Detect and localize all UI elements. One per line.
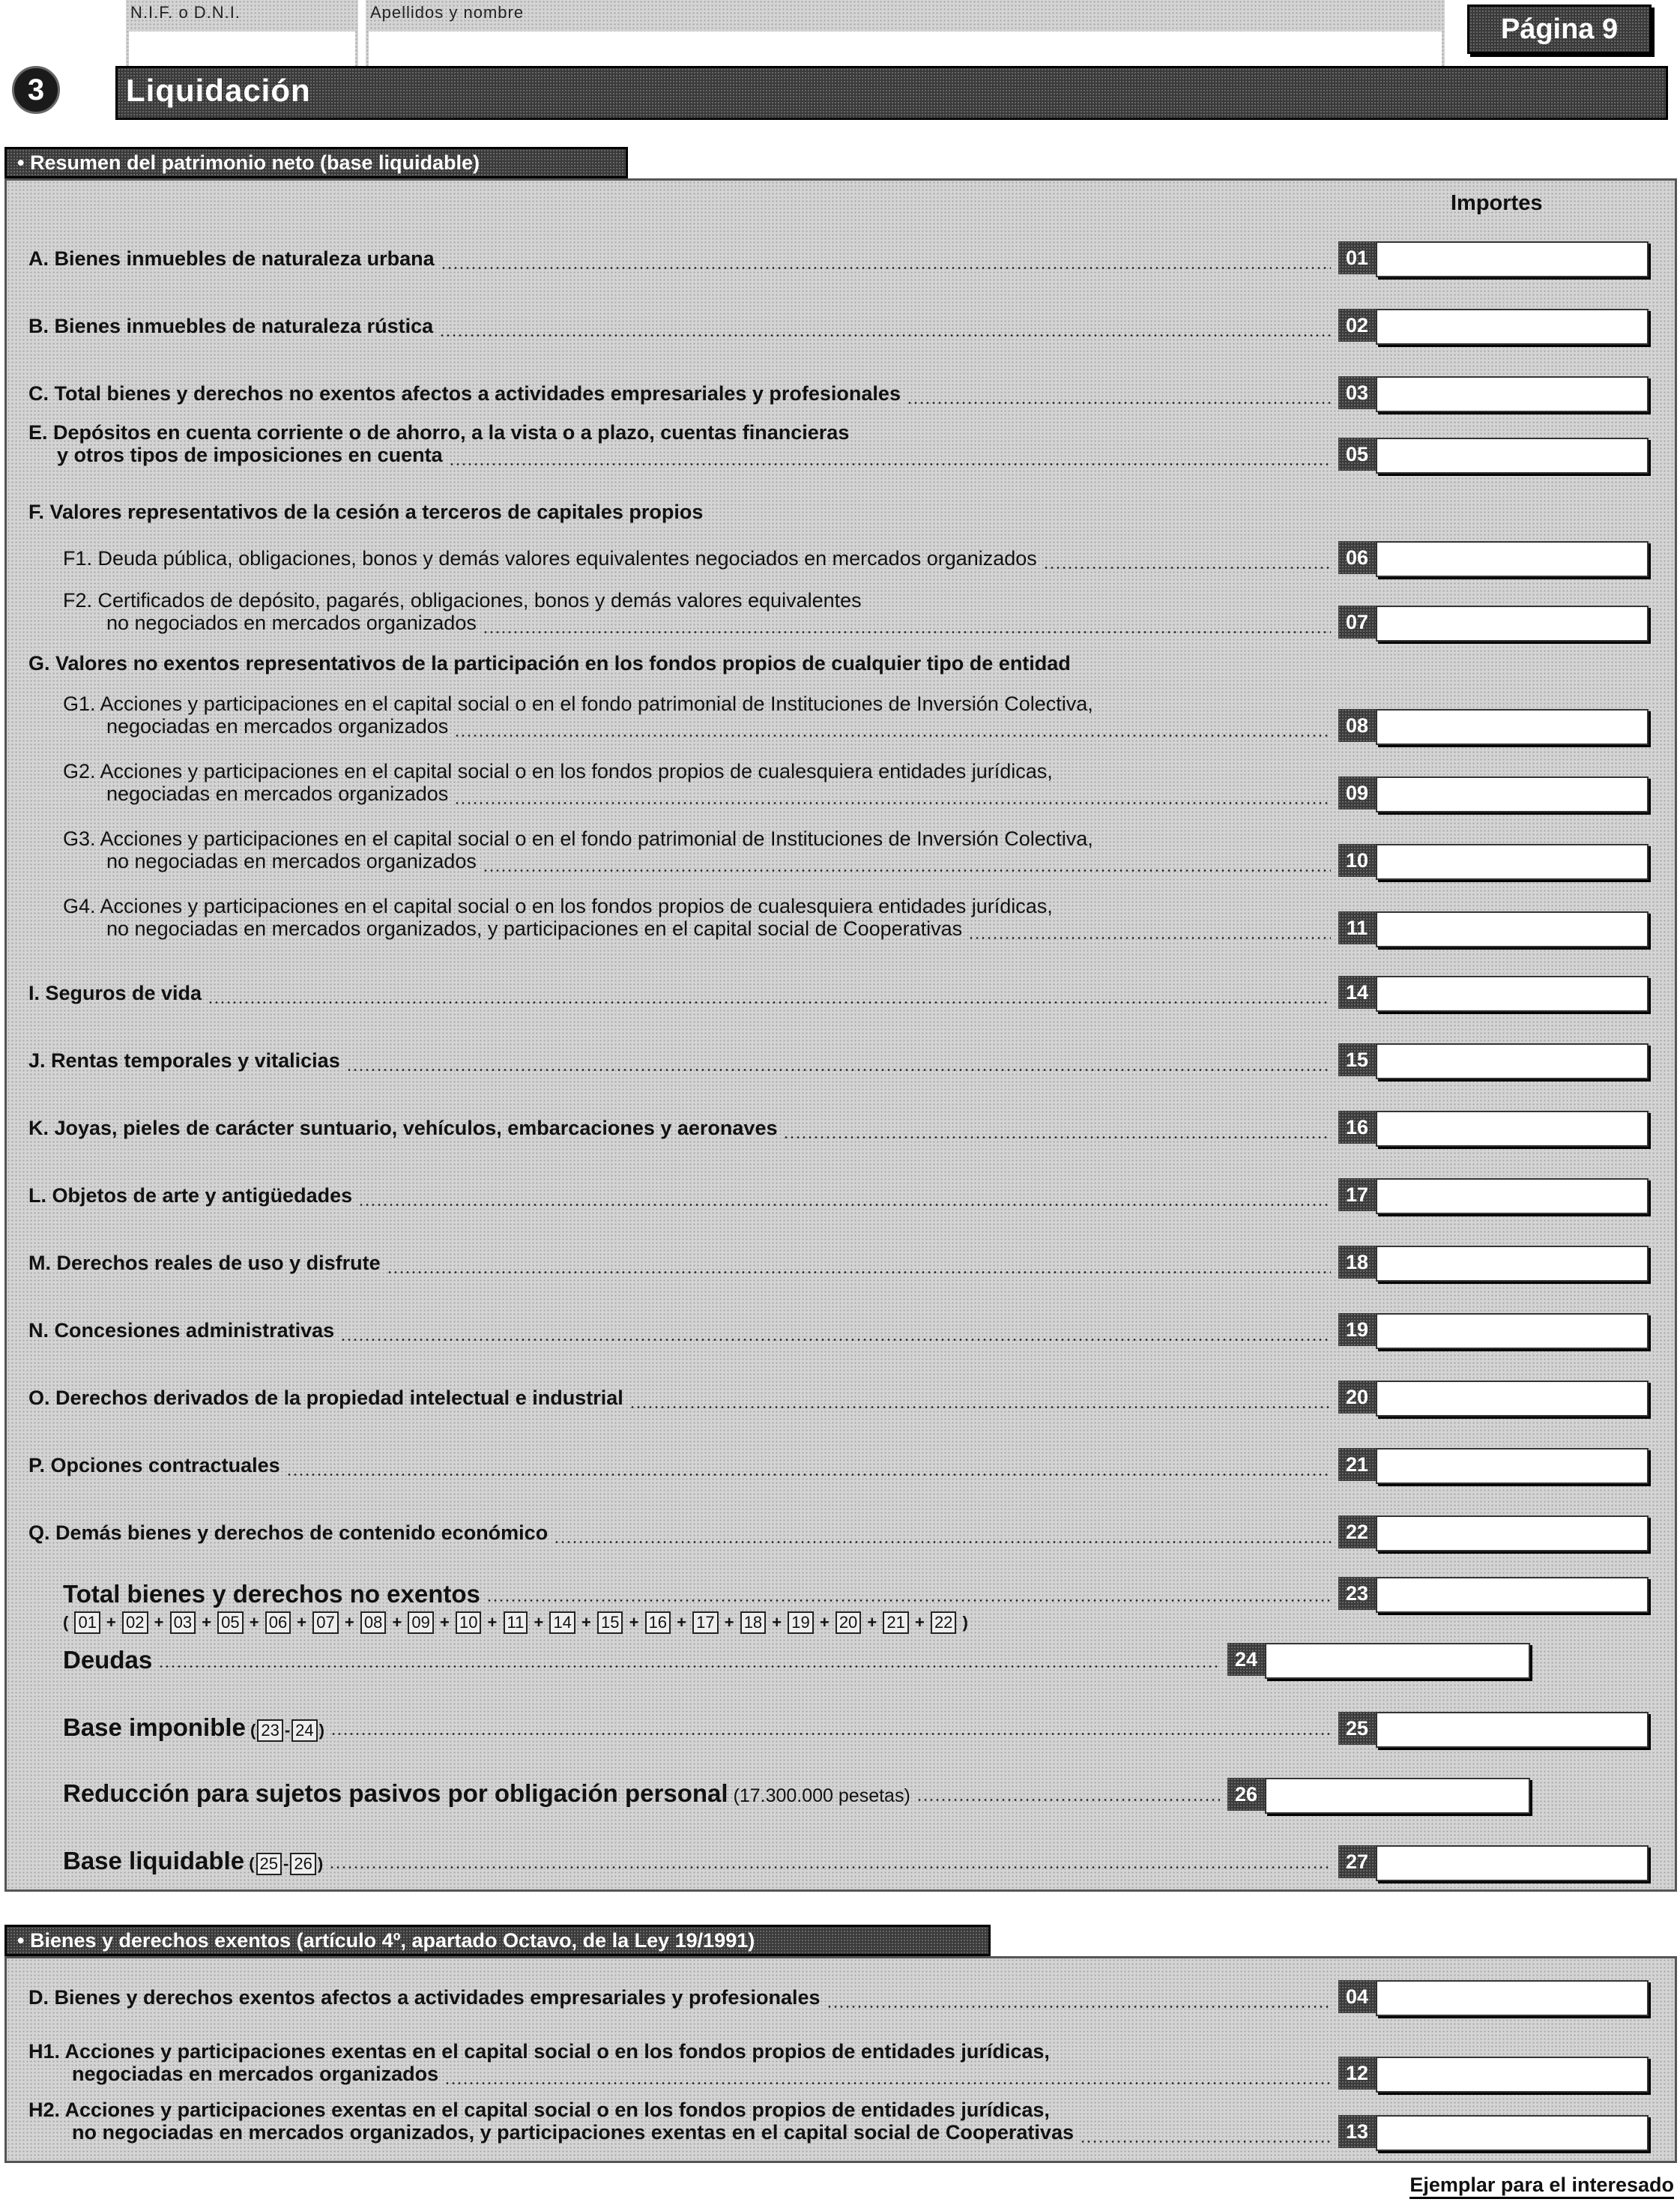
exempt-row-label-12: H1. Acciones y participaciones exentas en el capital social o en los fondos propios de entidades jurídicas, [28,2040,1050,2063]
dot-leader [286,1473,1331,1476]
panel1-tab [4,147,628,178]
row-label-line2: no negociadas en mercados organizados, y participaciones exentas en el capital social de Cooperativas [72,2121,1074,2144]
amount-input-16[interactable] [1376,1111,1649,1147]
page-number: Página 9 [1467,4,1652,54]
nif-label: N.I.F. o D.N.I. [130,3,241,22]
amount-input-27[interactable] [1376,1845,1649,1881]
row-label-11: G4. Acciones y participaciones en el capital social o en los fondos propios de cualesquiera entidades jurídicas, [63,895,1053,917]
panel2-title: Bienes y derechos exentos (artículo 4º, apartado Octavo, de la Ley 19/1991) [29,1929,755,1952]
box-code-06: 06 [1338,541,1376,574]
deudas-label: Deudas [63,1646,153,1674]
dot-leader [483,631,1331,633]
row-label-line2: negociadas en mercados organizados [72,2063,439,2085]
dot-leader [329,1866,1331,1868]
sum-code-11: 11 [504,1611,528,1634]
amount-input-02[interactable] [1376,309,1649,345]
row-label-17: L. Objetos de arte y antigüedades [28,1184,353,1207]
sum-code-10: 10 [456,1611,481,1634]
row-label-line2: no negociados en mercados organizados [106,612,477,634]
reduccion-text: Reducción para sujetos pasivos por obligación personal [63,1779,728,1807]
formula-code-25: 25 [256,1853,282,1875]
dot-leader [454,802,1331,804]
base-imponible-label: Base imponible ( 23 - 24 ) [63,1713,324,1741]
row-label-05: E. Depósitos en cuenta corriente o de ahorro, a la vista o a plazo, cuentas financieras [28,421,850,444]
box-code-23: 23 [1338,1577,1376,1610]
exempt-row-label-04: D. Bienes y derechos exentos afectos a actividades empresariales y profesionales [28,1986,821,2009]
total-label: Total bienes y derechos no exentos [63,1580,480,1608]
amount-input-15[interactable] [1376,1043,1649,1079]
sum-formula: ( 01 + 02 + 03 + 05 + 06 + 07 + 08 + 09 + 10 + 11 + 14 + 15 + 16 + 17 + 18 + 19 + 20 + 21 + 22 ) [63,1610,968,1634]
row-label-09: G2. Acciones y participaciones en el capital social o en los fondos propios de cualesquiera entidades jurídicas, [63,760,1053,782]
dot-leader [387,1271,1331,1273]
row-label-line2: no negociadas en mercados organizados, y participaciones en el capital social de Cooperativas [106,917,963,940]
dot-leader [358,1204,1331,1206]
amount-input-05[interactable] [1376,438,1649,474]
dot-leader [1043,567,1331,569]
row-label-06: F1. Deuda pública, obligaciones, bonos y demás valores equivalentes negociados en mercados organizados [63,547,1037,570]
section-number: 3 [12,66,60,114]
box-code-22: 22 [1338,1515,1376,1548]
amount-input-08[interactable] [1376,709,1649,745]
section-title: Liquidación [126,73,311,108]
panel1-title: Resumen del patrimonio neto (base liquidable) [29,151,480,174]
row-label-heading-4: F. Valores representativos de la cesión a terceros de capitales propios [28,501,704,523]
sum-code-09: 09 [408,1611,433,1634]
dot-leader [483,869,1331,872]
row-label-heading-7: G. Valores no exentos representativos de la participación en los fondos propios de cualquier tipo de entidad [28,652,1071,675]
row-label-line2: negociadas en mercados organizados [106,782,449,805]
row-label-10: G3. Acciones y participaciones en el capital social o en el fondo patrimonial de Instituciones de Inversión Colectiva, [63,827,1093,850]
row-label-22: Q. Demás bienes y derechos de contenido económico [28,1521,549,1544]
sum-code-18: 18 [740,1611,766,1634]
row-label-line2: no negociadas en mercados organizados [106,850,477,872]
box-code-19: 19 [1338,1313,1376,1346]
dot-leader [158,1665,1220,1668]
box-code-11: 11 [1338,911,1376,944]
bullet-icon: • [17,151,25,174]
row-label-08: G1. Acciones y participaciones en el capital social o en el fondo patrimonial de Instituciones de Inversión Colectiva, [63,693,1093,715]
dot-leader [330,1733,1331,1735]
sum-code-02: 02 [122,1611,148,1634]
box-code-01: 01 [1338,241,1376,274]
sum-code-01: 01 [74,1611,100,1634]
row-label-21: P. Opciones contractuales [28,1454,280,1476]
reduccion-note: (17.300.000 pesetas) [728,1785,910,1806]
name-label: Apellidos y nombre [370,3,525,22]
amount-input-14[interactable] [1376,976,1649,1012]
dot-leader [486,1599,1331,1602]
nif-field [126,0,358,69]
amount-input-21[interactable] [1376,1448,1649,1484]
amount-input-19[interactable] [1376,1313,1649,1349]
box-code-10: 10 [1338,844,1376,877]
dot-leader [439,334,1331,337]
box-code-25: 25 [1338,1712,1376,1745]
row-label-01: A. Bienes inmuebles de naturaleza urbana [28,247,435,270]
box-code-08: 08 [1338,709,1376,742]
amount-input-17[interactable] [1376,1178,1649,1214]
box-code-17: 17 [1338,1178,1376,1211]
box-code-26: 26 [1227,1778,1265,1811]
nif-input[interactable] [129,31,355,66]
dot-leader [1080,2141,1331,2143]
row-label-07: F2. Certificados de depósito, pagarés, obligaciones, bonos y demás valores equivalentes [63,589,862,612]
name-input[interactable] [369,31,1442,66]
dot-leader [441,267,1331,269]
sum-code-22: 22 [931,1611,956,1634]
sum-code-06: 06 [265,1611,291,1634]
box-code-27: 27 [1338,1845,1376,1878]
name-field [366,0,1445,69]
sum-code-21: 21 [883,1611,908,1634]
bullet-icon: • [17,1929,25,1952]
row-label-14: I. Seguros de vida [28,982,202,1004]
dot-leader [340,1339,1331,1341]
row-label-16: K. Joyas, pieles de carácter suntuario, vehículos, embarcaciones y aeronaves [28,1117,778,1139]
amount-input-18[interactable] [1376,1246,1649,1282]
amount-input-01[interactable] [1376,241,1649,277]
box-code-02: 02 [1338,309,1376,342]
box-code-12: 12 [1338,2057,1376,2090]
dot-leader [783,1136,1331,1138]
row-label-line2: y otros tipos de imposiciones en cuenta [57,444,443,466]
sum-code-08: 08 [360,1611,386,1634]
sum-code-03: 03 [170,1611,196,1634]
box-code-21: 21 [1338,1448,1376,1481]
base-liquidable-label-text: Base liquidable [63,1847,245,1874]
row-label-20: O. Derechos derivados de la propiedad intelectual e industrial [28,1387,623,1409]
row-label-03: C. Total bienes y derechos no exentos afectos a actividades empresariales y profesionales [28,382,901,405]
amount-input-12[interactable] [1376,2057,1649,2093]
dot-leader [444,2082,1331,2084]
section-bar [115,66,1668,120]
row-label-18: M. Derechos reales de uso y disfrute [28,1252,381,1274]
amount-input-10[interactable] [1376,844,1649,880]
dot-leader [968,937,1331,939]
dot-leader [346,1069,1331,1071]
box-code-20: 20 [1338,1381,1376,1414]
dot-leader [916,1799,1220,1801]
sum-code-07: 07 [312,1611,338,1634]
box-code-05: 05 [1338,438,1376,471]
box-code-24: 24 [1227,1643,1265,1676]
sum-code-19: 19 [788,1611,813,1634]
footer-note: Ejemplar para el interesado [1409,2174,1674,2199]
amount-input-13[interactable] [1376,2115,1649,2151]
exempt-row-label-13: H2. Acciones y participaciones exentas en el capital social o en los fondos propios de entidades jurídicas, [28,2099,1050,2121]
dot-leader [629,1406,1331,1408]
reduccion-label [63,1779,910,1808]
row-label-15: J. Rentas temporales y vitalicias [28,1049,340,1072]
formula-code-26: 26 [290,1853,315,1875]
box-code-07: 07 [1338,606,1376,639]
sum-code-15: 15 [597,1611,623,1634]
box-code-13: 13 [1338,2115,1376,2148]
box-code-18: 18 [1338,1246,1376,1279]
base-imponible-label-text: Base imponible [63,1713,246,1741]
row-label-19: N. Concesiones administrativas [28,1319,335,1342]
base-liquidable-label: Base liquidable ( 25 - 26 ) [63,1847,324,1874]
formula-code-23: 23 [257,1719,282,1742]
amount-input-07[interactable] [1376,606,1649,642]
row-label-line2: negociadas en mercados organizados [106,715,449,737]
amount-input-03[interactable] [1376,376,1649,412]
dot-leader [208,1001,1331,1004]
amount-input-11[interactable] [1376,911,1649,947]
sum-code-14: 14 [549,1611,575,1634]
amount-input-06[interactable] [1376,541,1649,577]
amount-input-24[interactable] [1265,1643,1530,1679]
dot-leader [827,2006,1332,2008]
box-code-15: 15 [1338,1043,1376,1076]
amount-input-26[interactable] [1265,1778,1530,1814]
amounts-header: Importes [1451,191,1543,215]
amount-input-04[interactable] [1376,1980,1649,2016]
amount-input-20[interactable] [1376,1381,1649,1417]
amount-input-22[interactable] [1376,1515,1649,1551]
amount-input-09[interactable] [1376,776,1649,812]
row-label-02: B. Bienes inmuebles de naturaleza rústica [28,315,434,337]
box-code-09: 09 [1338,776,1376,809]
box-code-04: 04 [1338,1980,1376,2013]
sum-code-16: 16 [645,1611,671,1634]
formula-code-24: 24 [291,1719,317,1742]
sum-code-17: 17 [692,1611,718,1634]
amount-input-25[interactable] [1376,1712,1649,1748]
box-code-03: 03 [1338,376,1376,409]
box-code-16: 16 [1338,1111,1376,1144]
dot-leader [454,735,1331,737]
amount-input-23[interactable] [1376,1577,1649,1613]
panel2-tab [4,1925,991,1956]
dot-leader [907,402,1331,404]
sum-code-05: 05 [217,1611,243,1634]
dot-leader [554,1541,1331,1543]
sum-code-20: 20 [836,1611,861,1634]
box-code-14: 14 [1338,976,1376,1009]
dot-leader [449,463,1331,465]
